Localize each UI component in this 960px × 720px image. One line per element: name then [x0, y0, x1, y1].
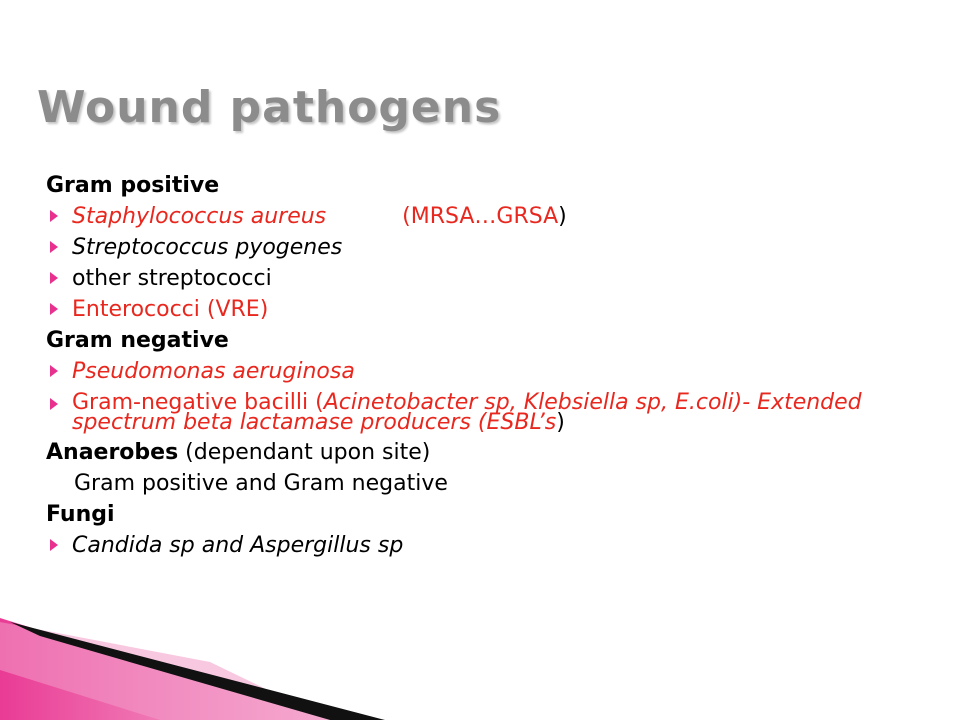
gram-positive-heading: Gram positive — [46, 173, 220, 198]
bullet-arrow-icon — [50, 398, 58, 410]
bullet-arrow-icon — [50, 365, 58, 377]
bullet-enterococci — [46, 294, 936, 325]
slide-title: Wound pathogens — [37, 82, 502, 133]
bullet-arrow-icon — [50, 241, 58, 253]
bullet-arrow-icon — [50, 539, 58, 551]
anaerobes-line — [46, 437, 936, 468]
bullet-arrow-icon — [50, 272, 58, 284]
fungi-heading: Fungi — [46, 502, 115, 527]
bullet-pseudomonas — [46, 356, 936, 387]
bacilli-prefix: Gram-negative bacilli ( — [72, 390, 324, 415]
bullet-arrow-icon — [50, 210, 58, 222]
bullet-arrow-icon — [50, 303, 58, 315]
streptococcus-pyogenes-text: Streptococcus pyogenes — [72, 235, 343, 260]
bullet-other-streptococci — [46, 263, 936, 294]
mrsa-grsa-close: ) — [558, 204, 567, 229]
gram-negative-heading: Gram negative — [46, 328, 229, 353]
mrsa-grsa-note: (MRSA…GRSA — [402, 204, 559, 229]
anaerobes-subline: Gram positive and Gram negative — [74, 471, 448, 496]
bullet-gram-negative-bacilli — [46, 387, 922, 437]
bullet-candida — [46, 530, 936, 561]
other-streptococci-text: other streptococci — [72, 266, 272, 291]
bullet-streptococcus-pyogenes — [46, 232, 936, 263]
anaerobes-qualifier: (dependant upon site) — [178, 440, 431, 465]
bullet-staphylococcus — [46, 201, 936, 232]
staphylococcus-name: Staphylococcus aureus — [72, 204, 327, 229]
slide-body — [46, 170, 936, 561]
anaerobes-heading: Anaerobes — [46, 440, 179, 465]
pseudomonas-text: Pseudomonas aeruginosa — [72, 359, 355, 384]
candida-text: Candida sp and Aspergillus sp — [72, 533, 404, 558]
enterococci-text: Enterococci (VRE) — [72, 297, 269, 322]
bacilli-suffix: ) — [556, 410, 565, 435]
bacilli-genera: Acinetobacter sp, Klebsiella sp, E.coli)- Extended spectrum beta lactamase producers (ESBL’s — [72, 390, 862, 435]
